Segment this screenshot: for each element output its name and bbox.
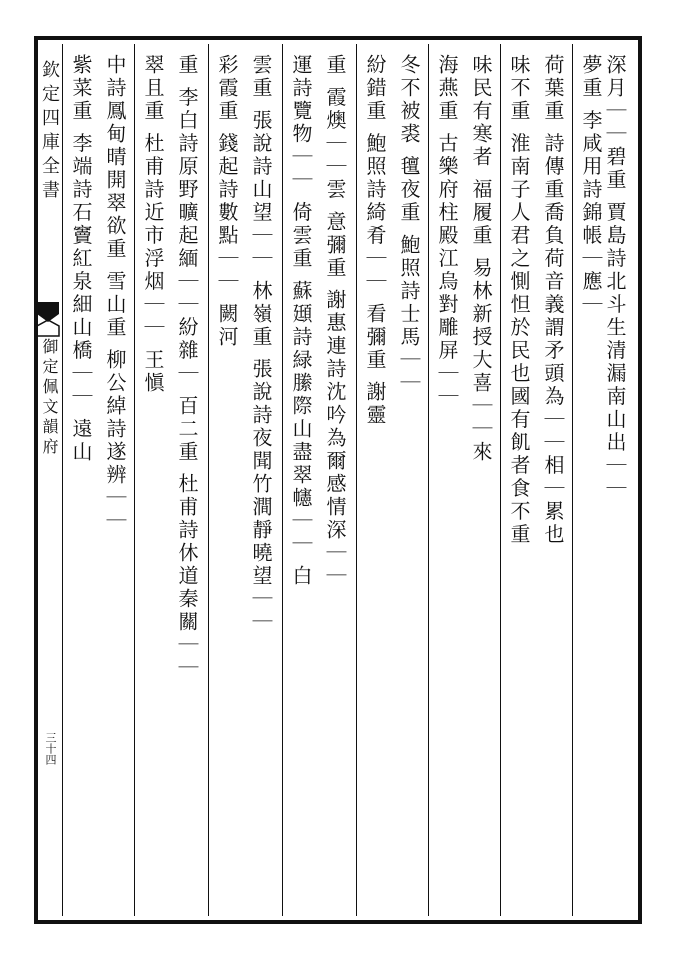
text-column: 紛錯重 鮑照詩綺肴｜｜ 看彌重 謝靈	[363, 54, 387, 428]
text-column: 雲重 張說詩山望｜｜ 林嶺重 張說詩夜聞竹澗靜曉望｜｜	[249, 54, 273, 635]
column-rule	[572, 44, 573, 916]
text-column: 味民有寒者 福履重 易林新授大喜｜｜來	[469, 54, 493, 464]
text-column: 運詩覽物｜｜ 倚雲重 蘇頲詩緑縢際山盡翠幰｜｜ 白	[289, 54, 313, 589]
text-column: 味不重 淮南子人君之惻怛於民也國有飢者食不重	[507, 54, 531, 547]
text-column: 冬不被裘 氊夜重 鮑照詩士馬｜｜	[397, 54, 421, 395]
text-column: 重 李白詩原野曠起緬｜｜紛雜｜ 百二重 杜甫詩休道秦關｜｜	[175, 54, 199, 681]
text-column: 海燕重 古樂府柱殿江烏對雕屏｜｜	[435, 54, 459, 409]
column-rule	[282, 44, 283, 916]
text-column: 中詩鳳甸晴開翠欲重 雪山重 柳公綽詩遂辨｜｜	[103, 54, 127, 533]
page-number: 三十四	[44, 732, 57, 765]
book-title: 欽定四庫全書	[39, 60, 60, 204]
column-rule	[500, 44, 501, 916]
text-column: 紫菜重 李端詩石竇紅泉細山橋｜｜ 遠山	[69, 54, 93, 464]
text-column: 重 霞燠｜｜雲 意彌重 謝惠連詩沈吟為爾感情深｜｜	[323, 54, 347, 589]
column-rule	[356, 44, 357, 916]
text-column: 翠且重 杜甫詩近市浮烟｜｜ 王愼	[141, 54, 165, 395]
text-column: 荷葉重 詩傳重喬負荷音義謂矛頭為｜｜相｜累也	[541, 54, 565, 547]
text-column: 夢重 李咸用詩錦帳｜應｜	[579, 54, 603, 317]
column-rule	[208, 44, 209, 916]
fish-tail-mark-icon	[35, 300, 61, 338]
column-rule	[134, 44, 135, 916]
text-column: 彩霞重 錢起詩數點｜｜ 闕河	[215, 54, 239, 349]
column-rule	[428, 44, 429, 916]
section-title: 御定佩文韻府	[40, 338, 59, 458]
text-column: 深月｜｜碧重 賈島詩北斗生清漏南山出｜｜	[603, 54, 627, 501]
